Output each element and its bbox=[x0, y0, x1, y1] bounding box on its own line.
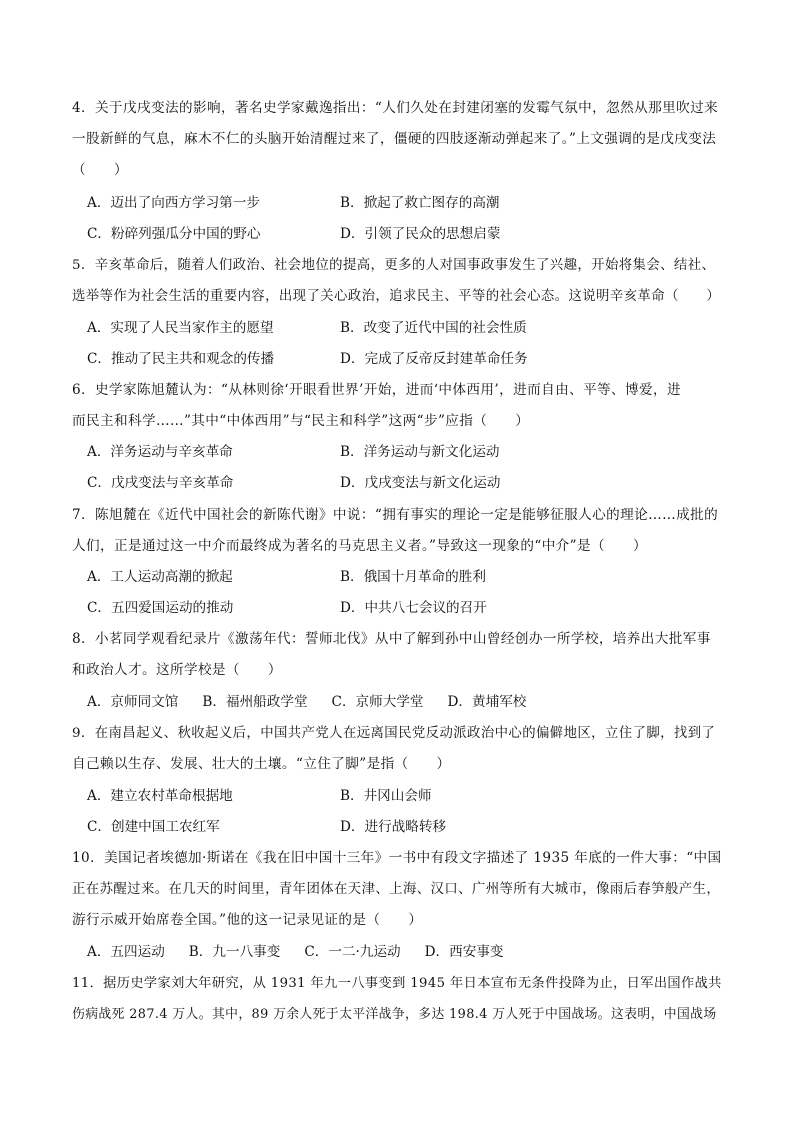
option-d: D．完成了反帝反封建革命任务 bbox=[340, 351, 528, 367]
question-text-line: 5．辛亥革命后，随着人们政治、社会地位的提高，更多的人对国事政事发生了兴趣，开始将集会、结社、 bbox=[72, 258, 716, 273]
option-d: D．戊戌变法与新文化运动 bbox=[340, 475, 501, 491]
question-text-line: 自己赖以生存、发展、壮大的土壤。“立住了脚”是指（ ） bbox=[72, 756, 451, 772]
option-c: C．推动了民主共和观念的传播 bbox=[87, 351, 275, 367]
question-text-line: 伤病战死 287.4 万人。其中，89 万余人死于太平洋战争，多达 198.4 万人死于中国战场。这表明，中国战场 bbox=[72, 1007, 717, 1022]
option-a: A．建立农村革命根据地 bbox=[87, 788, 233, 804]
option-d: D．黄埔军校 bbox=[447, 694, 527, 710]
option-c: C．五四爱国运动的推动 bbox=[87, 600, 234, 616]
question-text-line: 游行示威开始席卷全国。”他的这一记录见证的是（ ） bbox=[72, 912, 423, 928]
option-d: D．引领了民众的思想启蒙 bbox=[340, 226, 501, 242]
option-b: B．掀起了救亡图存的高潮 bbox=[340, 195, 500, 211]
question-4-stem bbox=[72, 93, 724, 186]
question-text-line: 11．据历史学家刘大年研究，从 1931 年九一八事变到 1945 年日本宣布无条件投降为止，日军出国作战共 bbox=[72, 976, 722, 991]
option-b: B．九一八事变 bbox=[188, 944, 281, 960]
option-b: B．福州船政学堂 bbox=[202, 694, 308, 710]
option-c: C．京师大学堂 bbox=[331, 694, 424, 710]
option-c: C．创建中国工农红军 bbox=[87, 819, 220, 835]
option-a: A．实现了人民当家作主的愿望 bbox=[87, 320, 274, 336]
question-6-options bbox=[87, 437, 727, 499]
option-d: D．中共八七会议的召开 bbox=[340, 600, 487, 616]
question-4-options bbox=[87, 188, 727, 250]
option-d: D．西安事变 bbox=[424, 944, 504, 960]
question-text-line: 10．美国记者埃德加·斯诺在《我在旧中国十三年》一书中有段文字描述了 1935 年底的一件大事：“中国 bbox=[72, 850, 722, 866]
option-c: C．一二·九运动 bbox=[304, 944, 401, 960]
option-c: C．粉碎列强瓜分中国的野心 bbox=[87, 226, 261, 242]
question-9-options bbox=[87, 781, 727, 843]
question-text-line: 选举等作为社会生活的重要内容，出现了关心政治，追求民主、平等的社会心态。这说明辛亥革命（ ） bbox=[72, 289, 721, 304]
question-text-line: （ ） bbox=[72, 162, 128, 178]
question-text-line: 而民主和科学……”其中“中体西用”与“民主和科学”这两“步”应指（ ） bbox=[72, 413, 530, 429]
question-text-line: 4．关于戊戌变法的影响，著名史学家戴逸指出：“人们久处在封建闭塞的发霉气氛中，忽然从那里吹过来 bbox=[72, 100, 719, 116]
question-10-stem bbox=[72, 843, 724, 936]
question-10-options bbox=[87, 937, 727, 968]
option-b: B．井冈山会师 bbox=[340, 788, 432, 804]
question-8-stem bbox=[72, 624, 724, 686]
option-a: A．京师同文馆 bbox=[87, 694, 179, 710]
question-text-line: 6．史学家陈旭麓认为：“从林则徐‘开眼看世界’开始，进而‘中体西用’，进而自由、平等、博爱，进 bbox=[72, 382, 682, 398]
question-7-stem bbox=[72, 500, 724, 562]
question-text-line: 9．在南昌起义、秋收起义后，中国共产党人在远离国民党反动派政治中心的偏僻地区，立住了脚，找到了 bbox=[72, 726, 716, 741]
option-a: A．工人运动高潮的掀起 bbox=[87, 569, 233, 585]
question-11-stem bbox=[72, 968, 724, 1030]
option-d: D．进行战略转移 bbox=[340, 819, 447, 835]
question-6-stem bbox=[72, 375, 724, 437]
option-b: B．洋务运动与新文化运动 bbox=[340, 444, 500, 460]
question-text-line: 8．小茗同学观看纪录片《激荡年代：誓师北伐》从中了解到孙中山曾经创办一所学校，培养出大批军事 bbox=[72, 631, 711, 647]
option-b: B．俄国十月革命的胜利 bbox=[340, 569, 486, 585]
question-5-options bbox=[87, 313, 727, 375]
question-text-line: 人们，正是通过这一中介而最终成为著名的马克思主义者。”导致这一现象的“中介”是（ ） bbox=[72, 538, 647, 554]
question-7-options bbox=[87, 562, 727, 624]
option-c: C．戊戌变法与辛亥革命 bbox=[87, 475, 234, 491]
question-text-line: 7．陈旭麓在《近代中国社会的新陈代谢》中说：“拥有事实的理论一定是能够征服人心的理论……成批的 bbox=[72, 507, 719, 523]
question-8-options bbox=[87, 687, 727, 718]
question-9-stem bbox=[72, 718, 724, 780]
option-a: A．迈出了向西方学习第一步 bbox=[87, 195, 260, 211]
question-text-line: 和政治人才。这所学校是（ ） bbox=[72, 662, 282, 678]
question-text-line: 一股新鲜的气息，麻木不仁的头脑开始清醒过来了，僵硬的四肢逐渐动弹起来了。”上文强调的是戊戌变法 bbox=[72, 131, 717, 147]
option-a: A．五四运动 bbox=[87, 944, 165, 960]
question-5-stem bbox=[72, 250, 724, 312]
option-a: A．洋务运动与辛亥革命 bbox=[87, 444, 233, 460]
option-b: B．改变了近代中国的社会性质 bbox=[340, 320, 527, 336]
question-text-line: 正在苏醒过来。在几天的时间里，青年团体在天津、上海、汉口、广州等所有大城市，像雨后春笋般产生， bbox=[72, 882, 721, 897]
